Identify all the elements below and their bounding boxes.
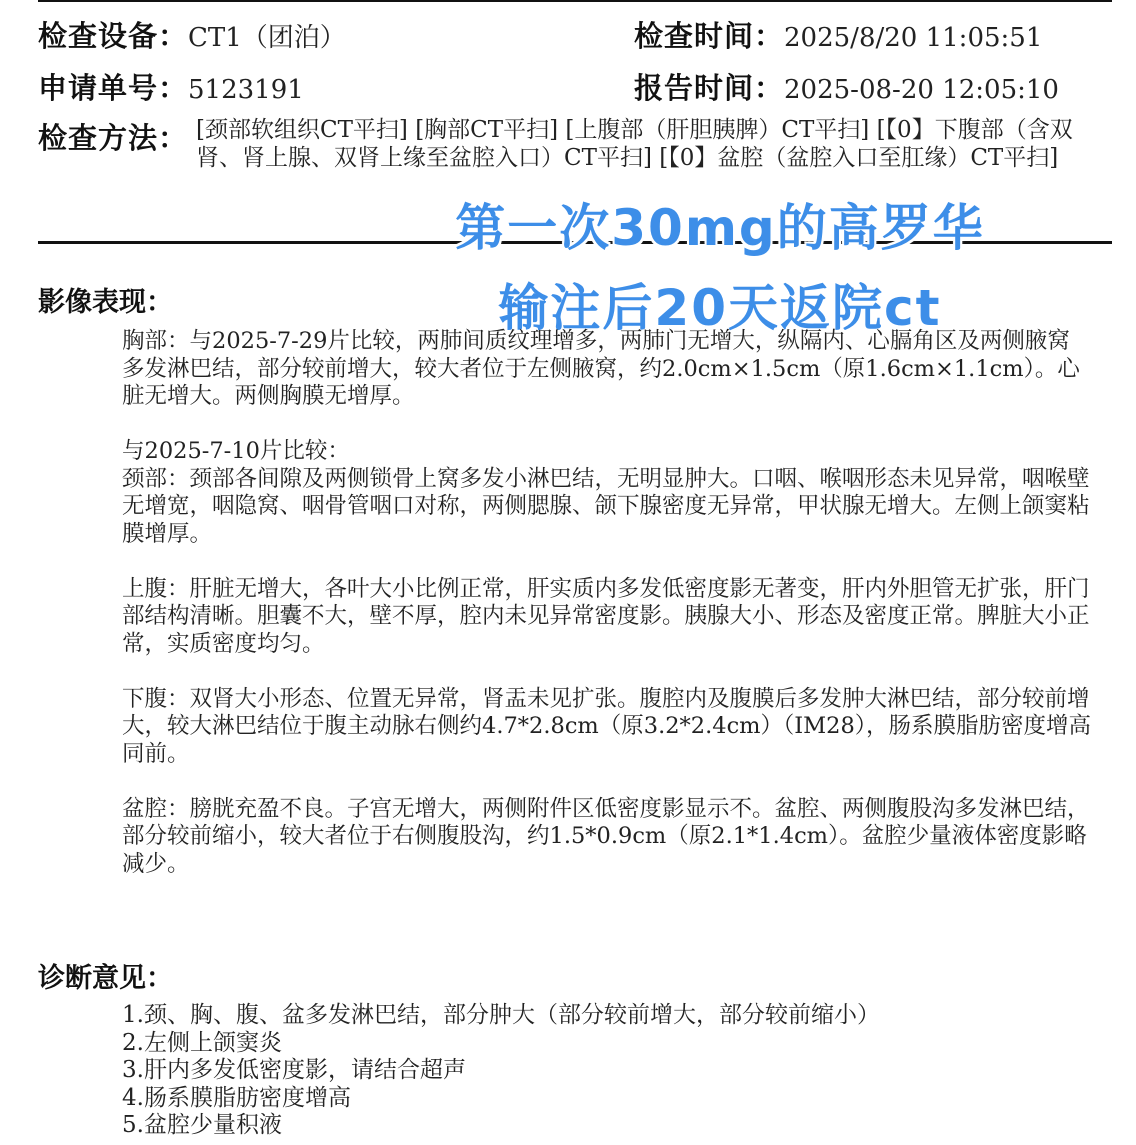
findings-neck: 与2025-7-10片比较： 颈部：颈部各间隙及两侧锁骨上窝多发小淋巴结，无明显肿大。口咽、喉咽形态未见异常，咽喉壁无增宽，咽隐窝、咽骨管咽口对称，两侧腮腺、颌下腺密度无异常，甲状腺无增大。左侧上颌窦粘膜增厚。 [122,438,1090,547]
report-time-value: 2025-08-20 12:05:10 [784,75,1059,105]
findings-lower-abdomen: 下腹：双肾大小形态、位置无异常，肾盂未见扩张。腹腔内及腹膜后多发肿大淋巴结，部分较前增大，较大淋巴结位于腹主动脉右侧约4.7*2.8cm（原3.2*2.4cm）（IM28），肠系膜脂肪密度增高同前。 [122,685,1092,767]
findings-title: 影像表现： [38,287,173,318]
overlay-caption-line1: 第一次30mg的高罗华 [455,199,985,257]
findings-upper-abdomen: 上腹：肝脏无增大，各叶大小比例正常，肝实质内多发低密度影无著变，肝内外胆管无扩张，肝门部结构清晰。胆囊不大，壁不厚，腔内未见异常密度影。胰腺大小、形态及密度正常。脾脏大小正常，实质密度均匀。 [122,575,1090,657]
device-label: 检查设备： [38,19,189,53]
diagnosis-item: 5.盆腔少量积液 [122,1112,282,1138]
diagnosis-item: 3.肝内多发低密度影，请结合超声 [122,1057,466,1083]
top-rule [38,0,1112,2]
exam-time-field [634,14,1042,55]
overlay-caption-line2: 输注后20天返院ct [498,279,942,337]
diagnosis-list [122,1002,1102,1140]
diagnosis-item: 2.左侧上颌窦炎 [122,1029,282,1056]
findings-pelvis: 盆腔：膀胱充盈不良。子宫无增大，两侧附件区低密度影显示不。盆腔、两侧腹股沟多发淋巴结，部分较前缩小，较大者位于右侧腹股沟，约1.5*0.9cm（原2.1*1.4cm）。盆腔少量液体密度影略减少。 [122,795,1090,877]
diagnosis-title: 诊断意见： [38,963,173,994]
method-value: [颈部软组织CT平扫] [胸部CT平扫] [上腹部（肝胆胰脾）CT平扫] [【0】下腹部（含双肾、肾上腺、双肾上缘至盆腔入口）CT平扫] [【0】盆腔（盆腔入口至肛缘）CT平扫] [196,117,1073,171]
exam-time-label: 检查时间： [634,19,785,53]
request-value: 5123191 [188,75,304,105]
report-time-label: 报告时间： [634,71,785,105]
method-label: 检查方法： [38,121,189,155]
device-value: CT1（团泊） [188,23,346,53]
device-field [38,14,346,55]
exam-time-value: 2025/8/20 11:05:51 [784,23,1043,53]
findings-body [122,328,1092,906]
findings-chest: 胸部：与2025-7-29片比较，两肺间质纹理增多，两肺门无增大，纵隔内、心膈角区及两侧腋窝多发淋巴结，部分较前增大，较大者位于左侧腋窝，约2.0cm×1.5cm（原1.6cm×1.1cm）。心脏无增大。两侧胸膜无增厚。 [122,328,1080,409]
diagnosis-item: 1.颈、胸、腹、盆多发淋巴结，部分肿大（部分较前增大，部分较前缩小） [122,1002,880,1028]
report-time-field [634,66,1059,107]
diagnosis-item: 4.肠系膜脂肪密度增高 [122,1084,351,1111]
request-label: 申请单号： [38,71,189,105]
request-field [38,66,304,107]
